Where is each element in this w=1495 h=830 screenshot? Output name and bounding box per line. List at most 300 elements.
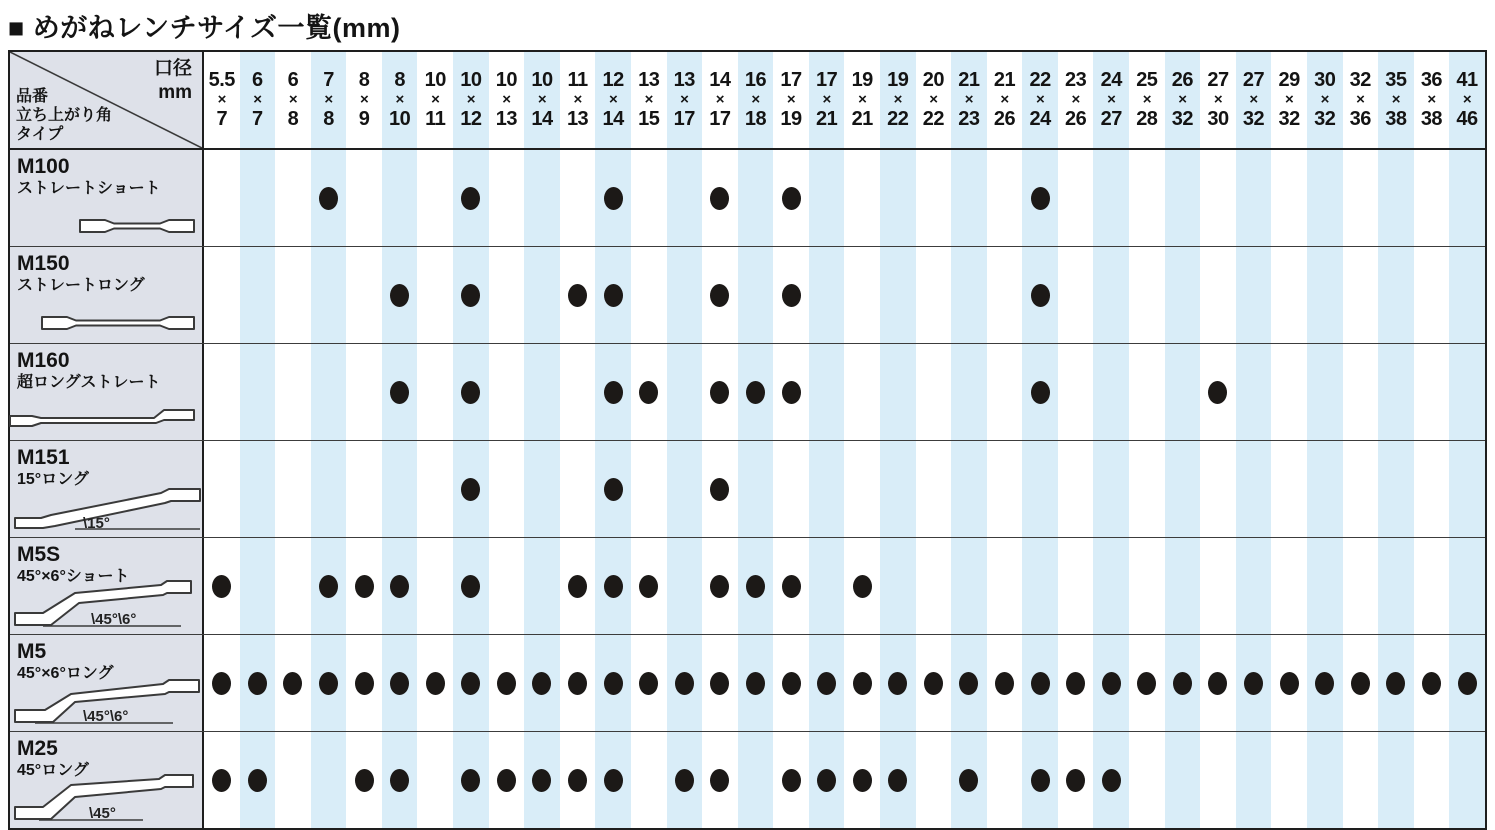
size-cell-m150-36x38 bbox=[1414, 247, 1450, 343]
cross-symbol: × bbox=[751, 90, 760, 108]
size-cell-m5s-8x10 bbox=[382, 538, 418, 634]
column-header-14x17 bbox=[702, 52, 738, 148]
svg-text:\15°: \15° bbox=[83, 515, 110, 531]
column-header-24x27 bbox=[1093, 52, 1129, 148]
availability-dot bbox=[568, 769, 587, 792]
size-cell-m160-36x38 bbox=[1414, 344, 1450, 440]
availability-dot bbox=[461, 672, 480, 695]
size-cell-m5s-21x26 bbox=[987, 538, 1023, 634]
availability-dot bbox=[782, 381, 801, 404]
size-bottom: 19 bbox=[780, 108, 802, 131]
cross-symbol: × bbox=[1142, 90, 1151, 108]
size-cell-m100-11x13 bbox=[560, 150, 596, 246]
availability-dot bbox=[497, 672, 516, 695]
size-cell-m160-29x32 bbox=[1271, 344, 1307, 440]
size-cell-m100-8x10 bbox=[382, 150, 418, 246]
cross-symbol: × bbox=[1427, 90, 1436, 108]
availability-dot bbox=[1102, 769, 1121, 792]
type-label: ストレートロング bbox=[17, 277, 145, 295]
item-no-label: 品番 bbox=[16, 88, 49, 106]
column-header-13x15 bbox=[631, 52, 667, 148]
size-cell-m25-21x26 bbox=[987, 732, 1023, 828]
size-cell-m151-26x32 bbox=[1165, 441, 1201, 537]
availability-dot bbox=[604, 284, 623, 307]
column-header-32x36 bbox=[1343, 52, 1379, 148]
size-top: 6 bbox=[287, 68, 299, 91]
type-label: 45°ロング bbox=[17, 762, 89, 780]
availability-dot bbox=[212, 575, 231, 598]
cross-symbol: × bbox=[359, 90, 369, 108]
size-top: 27 bbox=[1207, 68, 1229, 91]
size-top: 13 bbox=[673, 68, 695, 91]
column-header-5.5x7 bbox=[204, 52, 240, 148]
size-cell-m5-26x32 bbox=[1165, 635, 1201, 731]
size-cell-m151-25x28 bbox=[1129, 441, 1165, 537]
size-cell-m5-5.5x7 bbox=[204, 635, 240, 731]
size-cell-m100-8x9 bbox=[346, 150, 382, 246]
size-cell-m5-35x38 bbox=[1378, 635, 1414, 731]
table-row-m151 bbox=[10, 440, 1485, 537]
size-cell-m5-10x11 bbox=[417, 635, 453, 731]
availability-dot bbox=[853, 672, 872, 695]
size-cell-m5s-36x38 bbox=[1414, 538, 1450, 634]
size-cell-m160-24x27 bbox=[1093, 344, 1129, 440]
table-row-m100 bbox=[10, 150, 1485, 246]
cross-symbol: × bbox=[1213, 90, 1223, 108]
size-cell-m5-13x15 bbox=[631, 635, 667, 731]
size-cell-m5s-22x24 bbox=[1022, 538, 1058, 634]
size-cell-m100-22x24 bbox=[1022, 150, 1058, 246]
size-cell-m25-12x14 bbox=[595, 732, 631, 828]
size-cell-m5s-29x32 bbox=[1271, 538, 1307, 634]
size-cell-m5s-5.5x7 bbox=[204, 538, 240, 634]
size-cell-m150-17x21 bbox=[809, 247, 845, 343]
size-cell-m25-19x21 bbox=[844, 732, 880, 828]
cross-symbol: × bbox=[502, 90, 511, 108]
size-cell-m150-29x32 bbox=[1271, 247, 1307, 343]
availability-dot bbox=[248, 672, 267, 695]
size-cell-m25-10x11 bbox=[417, 732, 453, 828]
size-cell-m151-36x38 bbox=[1414, 441, 1450, 537]
wrench-straight-short-icon bbox=[78, 217, 196, 240]
size-cell-m25-36x38 bbox=[1414, 732, 1450, 828]
size-cell-m25-20x22 bbox=[916, 732, 952, 828]
svg-text:\45°\6°: \45°\6° bbox=[83, 708, 129, 725]
size-cell-m5-22x24 bbox=[1022, 635, 1058, 731]
size-cell-m150-6x7 bbox=[240, 247, 276, 343]
availability-dot bbox=[426, 672, 445, 695]
size-cell-m160-5.5x7 bbox=[204, 344, 240, 440]
size-bottom: 23 bbox=[958, 108, 980, 131]
size-cell-m5-6x8 bbox=[275, 635, 311, 731]
size-bottom: 7 bbox=[252, 108, 263, 131]
size-cell-m25-27x30 bbox=[1200, 732, 1236, 828]
size-cell-m160-26x32 bbox=[1165, 344, 1201, 440]
size-top: 8 bbox=[358, 68, 370, 91]
size-cell-m151-10x12 bbox=[453, 441, 489, 537]
size-cell-m151-21x23 bbox=[951, 441, 987, 537]
availability-dot bbox=[1386, 672, 1405, 695]
wrench-45-long-icon bbox=[13, 759, 195, 827]
size-cell-m5-17x21 bbox=[809, 635, 845, 731]
size-cell-m150-13x17 bbox=[667, 247, 703, 343]
availability-dot bbox=[710, 672, 729, 695]
cross-symbol: × bbox=[929, 90, 938, 108]
size-bottom: 7 bbox=[216, 108, 228, 131]
size-cell-m160-12x14 bbox=[595, 344, 631, 440]
availability-dot bbox=[283, 672, 302, 695]
size-cell-m25-11x13 bbox=[560, 732, 596, 828]
availability-dot bbox=[924, 672, 943, 695]
size-cell-m100-17x21 bbox=[809, 150, 845, 246]
cross-symbol: × bbox=[1391, 90, 1400, 108]
column-header-22x24 bbox=[1022, 52, 1058, 148]
size-cell-m5s-27x32 bbox=[1236, 538, 1272, 634]
size-cell-m100-7x8 bbox=[311, 150, 347, 246]
size-cell-m25-17x21 bbox=[809, 732, 845, 828]
size-cell-m100-10x14 bbox=[524, 150, 560, 246]
table-row-m5s bbox=[10, 537, 1485, 634]
row-header-m150 bbox=[10, 247, 204, 343]
size-bottom: 11 bbox=[425, 108, 446, 131]
size-cell-m160-17x21 bbox=[809, 344, 845, 440]
column-header-7x8 bbox=[311, 52, 347, 148]
size-cell-m150-6x8 bbox=[275, 247, 311, 343]
availability-dot bbox=[782, 672, 801, 695]
availability-dot bbox=[782, 187, 801, 210]
size-bottom: 14 bbox=[602, 108, 624, 131]
size-cell-m151-13x15 bbox=[631, 441, 667, 537]
size-cell-m5s-10x14 bbox=[524, 538, 560, 634]
size-cell-m5s-10x12 bbox=[453, 538, 489, 634]
size-cell-m151-27x30 bbox=[1200, 441, 1236, 537]
size-bottom: 30 bbox=[1207, 108, 1229, 131]
size-cell-m151-16x18 bbox=[738, 441, 774, 537]
size-cell-m151-5.5x7 bbox=[204, 441, 240, 537]
size-cell-m5s-21x23 bbox=[951, 538, 987, 634]
cross-symbol: × bbox=[431, 90, 440, 108]
column-header-10x13 bbox=[489, 52, 525, 148]
availability-dot bbox=[853, 575, 872, 598]
size-cell-m150-16x18 bbox=[738, 247, 774, 343]
size-cell-m5-19x22 bbox=[880, 635, 916, 731]
type-label: タイプ bbox=[16, 126, 64, 144]
size-bottom: 38 bbox=[1420, 108, 1443, 131]
size-bottom: 8 bbox=[287, 108, 299, 131]
column-header-23x26 bbox=[1058, 52, 1094, 148]
availability-dot bbox=[1031, 672, 1050, 695]
size-top: 41 bbox=[1456, 68, 1478, 91]
size-cell-m151-41x46 bbox=[1449, 441, 1485, 537]
size-cell-m5s-20x22 bbox=[916, 538, 952, 634]
size-cell-m5s-30x32 bbox=[1307, 538, 1343, 634]
size-cell-m5s-10x11 bbox=[417, 538, 453, 634]
size-top: 12 bbox=[602, 68, 624, 91]
size-cell-m5-10x14 bbox=[524, 635, 560, 731]
size-cell-m100-29x32 bbox=[1271, 150, 1307, 246]
size-cell-m25-23x26 bbox=[1058, 732, 1094, 828]
availability-dot bbox=[461, 381, 480, 404]
availability-dot bbox=[390, 381, 409, 404]
rise-angle-label: 立ち上がり角 bbox=[16, 107, 113, 125]
size-top: 26 bbox=[1171, 68, 1194, 91]
size-cell-m5-8x9 bbox=[346, 635, 382, 731]
column-header-30x32 bbox=[1307, 52, 1343, 148]
column-header-35x38 bbox=[1378, 52, 1414, 148]
row-header-m5 bbox=[10, 635, 204, 731]
size-cell-m160-8x9 bbox=[346, 344, 382, 440]
size-cell-m25-16x18 bbox=[738, 732, 774, 828]
size-bottom: 28 bbox=[1136, 108, 1158, 131]
table-row-m150 bbox=[10, 246, 1485, 343]
size-cell-m150-30x32 bbox=[1307, 247, 1343, 343]
header-row bbox=[10, 52, 1485, 150]
size-top: 19 bbox=[887, 68, 909, 91]
size-cell-m150-26x32 bbox=[1165, 247, 1201, 343]
size-cell-m151-24x27 bbox=[1093, 441, 1129, 537]
cross-symbol: × bbox=[1320, 90, 1329, 108]
availability-dot bbox=[746, 381, 765, 404]
size-cell-m151-19x22 bbox=[880, 441, 916, 537]
svg-text:\45°\6°: \45°\6° bbox=[91, 611, 137, 628]
size-cell-m100-27x32 bbox=[1236, 150, 1272, 246]
size-top: 24 bbox=[1100, 68, 1122, 91]
column-header-17x19 bbox=[773, 52, 809, 148]
cross-symbol: × bbox=[1071, 90, 1080, 108]
size-cell-m5s-19x21 bbox=[844, 538, 880, 634]
size-cell-m151-30x32 bbox=[1307, 441, 1343, 537]
availability-dot bbox=[390, 769, 409, 792]
size-cell-m160-11x13 bbox=[560, 344, 596, 440]
size-cell-m25-6x7 bbox=[240, 732, 276, 828]
size-cell-m5-7x8 bbox=[311, 635, 347, 731]
size-cell-m150-10x12 bbox=[453, 247, 489, 343]
availability-dot bbox=[355, 769, 374, 792]
column-header-17x21 bbox=[809, 52, 845, 148]
size-bottom: 22 bbox=[887, 108, 909, 131]
diameter-label: 口径 bbox=[153, 58, 192, 79]
availability-dot bbox=[248, 769, 267, 792]
size-cell-m100-5.5x7 bbox=[204, 150, 240, 246]
availability-dot bbox=[675, 672, 694, 695]
size-cell-m5s-27x30 bbox=[1200, 538, 1236, 634]
size-cell-m150-17x19 bbox=[773, 247, 809, 343]
model-number: M25 bbox=[17, 737, 58, 760]
table-row-m25 bbox=[10, 731, 1485, 828]
size-cell-m150-22x24 bbox=[1022, 247, 1058, 343]
model-number: M150 bbox=[17, 252, 70, 275]
availability-dot bbox=[782, 769, 801, 792]
availability-dot bbox=[390, 575, 409, 598]
column-header-10x11 bbox=[417, 52, 453, 148]
size-cell-m25-22x24 bbox=[1022, 732, 1058, 828]
cross-symbol: × bbox=[1035, 90, 1045, 108]
size-cell-m5-17x19 bbox=[773, 635, 809, 731]
size-cell-m5s-26x32 bbox=[1165, 538, 1201, 634]
size-cell-m5s-17x21 bbox=[809, 538, 845, 634]
size-cell-m150-14x17 bbox=[702, 247, 738, 343]
size-cell-m5s-23x26 bbox=[1058, 538, 1094, 634]
type-label: 45°×6°ショート bbox=[17, 568, 130, 586]
size-cell-m150-11x13 bbox=[560, 247, 596, 343]
size-cell-m5s-14x17 bbox=[702, 538, 738, 634]
size-cell-m160-25x28 bbox=[1129, 344, 1165, 440]
cross-symbol: × bbox=[644, 90, 653, 108]
size-cell-m25-21x23 bbox=[951, 732, 987, 828]
size-cell-m25-29x32 bbox=[1271, 732, 1307, 828]
size-cell-m5-41x46 bbox=[1449, 635, 1485, 731]
size-top: 5.5 bbox=[208, 68, 235, 91]
cross-symbol: × bbox=[253, 90, 262, 108]
size-cell-m100-16x18 bbox=[738, 150, 774, 246]
availability-dot bbox=[853, 769, 872, 792]
wrench-45x6-short-icon bbox=[13, 567, 193, 633]
size-cell-m25-6x8 bbox=[275, 732, 311, 828]
size-cell-m5-27x30 bbox=[1200, 635, 1236, 731]
size-cell-m25-8x10 bbox=[382, 732, 418, 828]
size-top: 13 bbox=[638, 68, 660, 91]
availability-dot bbox=[888, 769, 907, 792]
size-cell-m150-25x28 bbox=[1129, 247, 1165, 343]
cross-symbol: × bbox=[715, 90, 725, 108]
column-header-16x18 bbox=[738, 52, 774, 148]
size-bottom: 26 bbox=[993, 108, 1016, 131]
column-header-20x22 bbox=[916, 52, 952, 148]
size-cell-m5-19x21 bbox=[844, 635, 880, 731]
cross-symbol: × bbox=[822, 90, 831, 108]
column-header-6x7 bbox=[240, 52, 276, 148]
size-top: 21 bbox=[958, 68, 980, 91]
size-bottom: 32 bbox=[1278, 108, 1300, 131]
cross-symbol: × bbox=[573, 90, 582, 108]
size-cell-m160-22x24 bbox=[1022, 344, 1058, 440]
availability-dot bbox=[995, 672, 1014, 695]
availability-dot bbox=[1208, 381, 1227, 404]
size-cell-m100-14x17 bbox=[702, 150, 738, 246]
size-cell-m25-5.5x7 bbox=[204, 732, 240, 828]
size-cell-m25-10x13 bbox=[489, 732, 525, 828]
size-cell-m150-20x22 bbox=[916, 247, 952, 343]
cross-symbol: × bbox=[786, 90, 796, 108]
availability-dot bbox=[639, 575, 658, 598]
size-cell-m25-26x32 bbox=[1165, 732, 1201, 828]
size-cell-m151-17x19 bbox=[773, 441, 809, 537]
size-cell-m5-16x18 bbox=[738, 635, 774, 731]
size-cell-m5-21x23 bbox=[951, 635, 987, 731]
table-body bbox=[10, 150, 1485, 828]
size-cell-m160-27x32 bbox=[1236, 344, 1272, 440]
column-header-8x10 bbox=[382, 52, 418, 148]
size-cell-m151-13x17 bbox=[667, 441, 703, 537]
size-bottom: 24 bbox=[1029, 108, 1051, 131]
size-cell-m150-13x15 bbox=[631, 247, 667, 343]
size-cell-m100-24x27 bbox=[1093, 150, 1129, 246]
availability-dot bbox=[1351, 672, 1370, 695]
size-cell-m100-13x17 bbox=[667, 150, 703, 246]
type-label: 15°ロング bbox=[17, 471, 89, 489]
availability-dot bbox=[355, 575, 374, 598]
size-cell-m151-29x32 bbox=[1271, 441, 1307, 537]
size-cell-m25-19x22 bbox=[880, 732, 916, 828]
size-cell-m150-23x26 bbox=[1058, 247, 1094, 343]
column-header-10x12 bbox=[453, 52, 489, 148]
size-cell-m151-27x32 bbox=[1236, 441, 1272, 537]
size-bottom: 21 bbox=[851, 108, 873, 131]
cross-symbol: × bbox=[680, 90, 689, 108]
availability-dot bbox=[1031, 381, 1050, 404]
size-cell-m5-8x10 bbox=[382, 635, 418, 731]
cross-symbol: × bbox=[893, 90, 902, 108]
type-label: 超ロングストレート bbox=[17, 374, 161, 392]
column-header-10x14 bbox=[524, 52, 560, 148]
model-number: M5 bbox=[17, 640, 47, 663]
size-bottom: 26 bbox=[1065, 108, 1087, 131]
size-top: 6 bbox=[252, 68, 263, 91]
availability-dot bbox=[461, 284, 480, 307]
size-cell-m160-8x10 bbox=[382, 344, 418, 440]
availability-dot bbox=[212, 672, 231, 695]
availability-dot bbox=[1244, 672, 1263, 695]
availability-dot bbox=[959, 672, 978, 695]
size-cell-m160-20x22 bbox=[916, 344, 952, 440]
cross-symbol: × bbox=[1285, 90, 1294, 108]
size-cell-m5s-8x9 bbox=[346, 538, 382, 634]
size-cell-m151-8x10 bbox=[382, 441, 418, 537]
wrench-15deg-icon bbox=[13, 478, 203, 536]
cross-symbol: × bbox=[1107, 90, 1116, 108]
column-header-26x32 bbox=[1165, 52, 1201, 148]
column-header-13x17 bbox=[667, 52, 703, 148]
size-cell-m100-6x8 bbox=[275, 150, 311, 246]
size-cell-m100-41x46 bbox=[1449, 150, 1485, 246]
size-cell-m150-32x36 bbox=[1343, 247, 1379, 343]
size-cell-m160-10x11 bbox=[417, 344, 453, 440]
size-cell-m151-20x22 bbox=[916, 441, 952, 537]
availability-dot bbox=[710, 284, 729, 307]
size-cell-m25-10x14 bbox=[524, 732, 560, 828]
size-cell-m151-23x26 bbox=[1058, 441, 1094, 537]
availability-dot bbox=[461, 478, 480, 501]
catalog-page bbox=[0, 6, 1495, 830]
size-cell-m160-41x46 bbox=[1449, 344, 1485, 440]
cross-symbol: × bbox=[395, 90, 404, 108]
row-header-m100 bbox=[10, 150, 204, 246]
cross-symbol: × bbox=[1000, 90, 1009, 108]
size-cell-m25-13x17 bbox=[667, 732, 703, 828]
size-cell-m160-10x13 bbox=[489, 344, 525, 440]
column-header-21x26 bbox=[987, 52, 1023, 148]
size-top: 10 bbox=[495, 68, 518, 91]
column-header-41x46 bbox=[1449, 52, 1485, 148]
size-cell-m150-12x14 bbox=[595, 247, 631, 343]
size-bottom: 10 bbox=[389, 108, 411, 131]
size-cell-m151-32x36 bbox=[1343, 441, 1379, 537]
size-cell-m150-24x27 bbox=[1093, 247, 1129, 343]
size-bottom: 15 bbox=[638, 108, 660, 131]
cross-symbol: × bbox=[1356, 90, 1365, 108]
size-bottom: 18 bbox=[744, 108, 767, 131]
size-cell-m5s-12x14 bbox=[595, 538, 631, 634]
size-top: 8 bbox=[394, 68, 405, 91]
model-number: M100 bbox=[17, 155, 70, 178]
availability-dot bbox=[959, 769, 978, 792]
size-bottom: 36 bbox=[1349, 108, 1371, 131]
size-top: 36 bbox=[1420, 68, 1443, 91]
size-cell-m100-19x22 bbox=[880, 150, 916, 246]
size-cell-m160-13x17 bbox=[667, 344, 703, 440]
size-cell-m100-25x28 bbox=[1129, 150, 1165, 246]
size-cell-m150-10x13 bbox=[489, 247, 525, 343]
